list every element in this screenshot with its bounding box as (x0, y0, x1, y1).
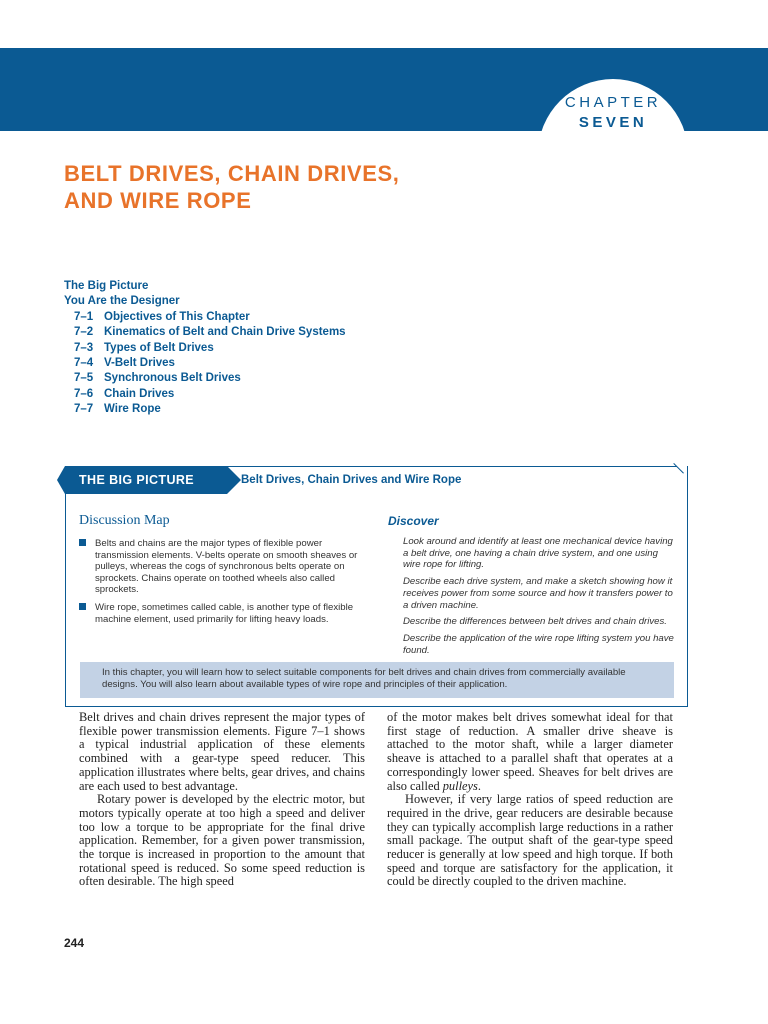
square-bullet-icon (79, 603, 86, 610)
chapter-tab (538, 79, 688, 183)
toc-number: 7–4 (74, 356, 94, 369)
body-text: . (477, 778, 481, 793)
discover-item: Describe each drive system, and make a sketch showing how it receives power from some source and how it transfers power to a driven machine. (403, 576, 673, 611)
chapter-summary-note: In this chapter, you will learn how to select suitable components for belt drives and chain drives from commercially available designs. You will also learn about available types of wire rope and principles of their application. (80, 662, 674, 698)
body-paragraph: Rotary power is developed by the electric motor, but motors typically operate at too high a speed and deliver too low a torque to be appropriate for the final drive application. Remember, for a given power transmission, the torque is increased in proportion to the amount that rotational speed is reduced. So some speed reduction is often desirable. The high speed (79, 792, 365, 889)
discover-item: Describe the differences between belt drives and chain drives. (403, 616, 667, 628)
list-item (79, 538, 369, 596)
toc-number: 7–7 (74, 403, 94, 416)
body-column-right (387, 711, 673, 889)
body-paragraph: However, if very large ratios of speed reduction are required in the drive, gear reducers are desirable because they can typically accomplish large reductions in a rather small package. The output shaft of the gear-type speed reducer is generally at low speed and high torque. If both speed and torque are satisfactory for the application, it could be directly coupled to the driven machine. (387, 792, 673, 889)
list-item (79, 602, 369, 625)
discussion-map-title: Discussion Map (79, 513, 170, 528)
toc-label: Types of Belt Drives (104, 341, 214, 354)
toc-item[interactable] (64, 325, 346, 340)
toc-item[interactable] (64, 310, 346, 325)
toc-item[interactable] (64, 279, 346, 294)
toc-item[interactable] (64, 294, 346, 309)
discussion-map-text: Wire rope, sometimes called cable, is another type of flexible machine element, used primarily for lifting heavy loads. (95, 601, 354, 625)
page-number: 244 (64, 936, 85, 950)
toc-label: Synchronous Belt Drives (104, 372, 241, 385)
toc-item[interactable] (64, 356, 346, 371)
toc-label: The Big Picture (64, 280, 149, 292)
discussion-map-text: Belts and chains are the major types of flexible power transmission elements. V-belts operate on smooth sheaves or pulleys, whereas the cogs of synchronous belts operate on sprockets. Chains operate on toothed wheels also called sprockets. (95, 538, 358, 596)
toc-number: 7–3 (74, 341, 94, 354)
toc-number: 7–6 (74, 387, 94, 400)
table-of-contents (64, 279, 346, 418)
toc-label: You Are the Designer (64, 295, 180, 308)
toc-item[interactable] (64, 387, 346, 402)
discussion-map-list (79, 538, 369, 631)
toc-label: Wire Rope (104, 403, 161, 416)
toc-number: 7–2 (74, 326, 94, 339)
big-picture-label: THE BIG PICTURE (65, 466, 227, 494)
body-paragraph (387, 711, 673, 793)
toc-item[interactable] (64, 371, 346, 386)
body-emphasis: pulleys (442, 778, 478, 793)
body-text: of the motor makes belt drives somewhat ideal for that first stage of reduction. A smaller drive sheave is attached to the motor shaft, while a larger diameter sheave is attached to a parallel shaft that operates at a correspondingly lower speed. Sheaves for belt drives are also called (387, 710, 673, 793)
toc-label: V-Belt Drives (104, 356, 175, 369)
chapter-number: SEVEN (578, 114, 648, 131)
discover-title: Discover (388, 514, 439, 528)
toc-item[interactable] (64, 341, 346, 356)
toc-label: Objectives of This Chapter (104, 310, 250, 323)
discover-item: Describe the application of the wire rope lifting system you have found. (403, 632, 674, 656)
body-column-left (79, 711, 365, 889)
toc-label: Chain Drives (104, 387, 175, 400)
big-picture-subtitle: Belt Drives, Chain Drives and Wire Rope (241, 474, 462, 486)
chapter-title (64, 160, 399, 214)
discover-item: Look around and identify at least one mechanical device having a belt drive, one having a chain drive system, and one using wire rope for lifting. (403, 536, 673, 571)
toc-number: 7–1 (74, 310, 94, 323)
toc-label: Kinematics of Belt and Chain Drive Systems (104, 326, 346, 339)
chapter-title-line-2: AND WIRE ROPE (64, 188, 252, 213)
toc-number: 7–5 (74, 372, 94, 385)
body-paragraph: Belt drives and chain drives represent the major types of flexible power transmission elements. Figure 7–1 shows a typical industrial application of these elements combined with a gear-type speed reducer. This application illustrates where belts, gear drives, and chains are each used to best advantage. (79, 710, 365, 793)
square-bullet-icon (79, 539, 86, 546)
toc-item[interactable] (64, 402, 346, 417)
chapter-title-line-1: BELT DRIVES, CHAIN DRIVES, (64, 161, 400, 186)
chapter-word: CHAPTER (564, 94, 662, 111)
discover-list (403, 536, 678, 661)
